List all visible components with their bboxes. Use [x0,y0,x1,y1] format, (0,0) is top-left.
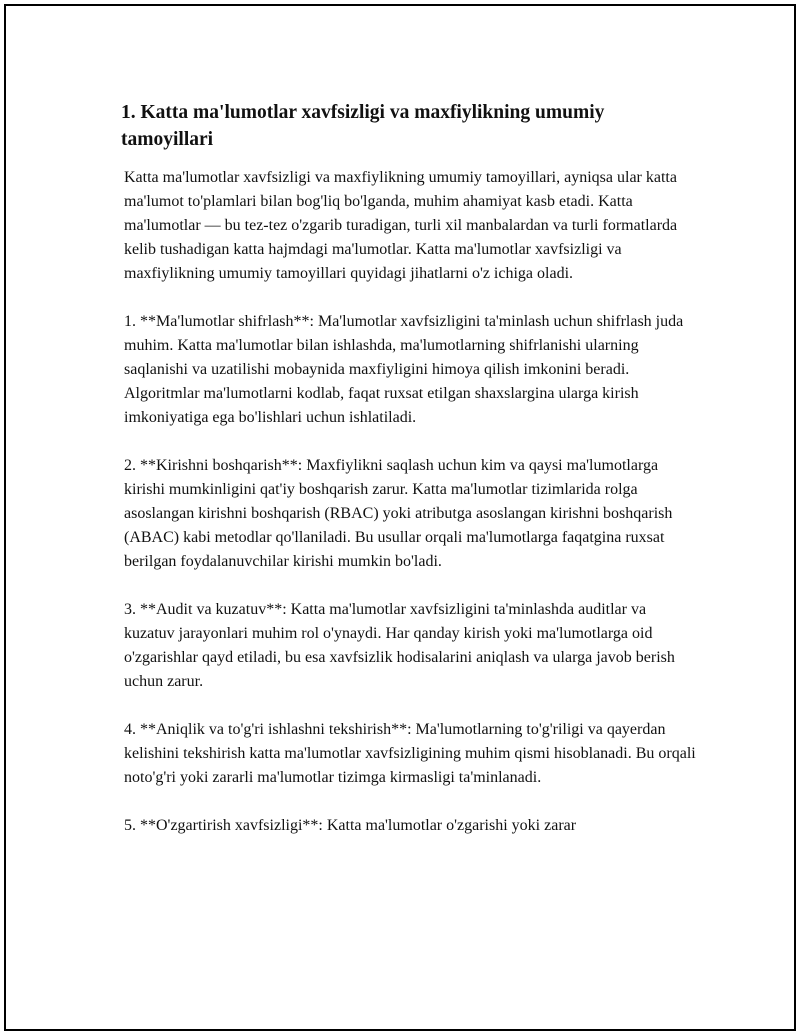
paragraph-integrity: 4. **Aniqlik va to'g'ri ishlashni tekshirish**: Ma'lumotlarning to'g'riligi va qayerdan kelishini tekshirish katta ma'lumotlar xavfsizligining muhim qismi hisoblanadi. Bu orqali noto'g'ri yoki zararli ma'lumotlar tizimga kirmasligi ta'minlanadi. [124,721,696,786]
paragraph-access-control: 2. **Kirishni boshqarish**: Maxfiylikni saqlash uchun kim va qaysi ma'lumotlarga kirishi mumkinligini qat'iy boshqarish zarur. Katta ma'lumotlar tizimlarida rolga asoslangan kirishni boshqarish (RBAC) yoki atributga asoslangan kirishni boshqarish (ABAC) kabi metodlar qo'llaniladi. Bu usullar orqali ma'lumotlarga faqatgina ruxsat berilgan foydalanuvchilar kirishi mumkin bo'ladi. [124,457,673,570]
document-body [119,99,699,838]
page-frame [4,4,796,1031]
paragraph-intro: Katta ma'lumotlar xavfsizligi va maxfiylikning umumiy tamoyillari, ayniqsa ular katta ma'lumot to'plamlari bilan bog'liq bo'lganda, muhim ahamiyat kasb etadi. Katta ma'lumotlar — bu tez-tez o'zgarib turadigan, turli xil manbalardan va turli formatlarda kelib tushadigan katta hajmdagi ma'lumotlar. Katta ma'lumotlar xavfsizligi va maxfiylikning umumiy tamoyillari quyidagi jihatlarni o'z ichiga oladi. [124,169,678,282]
paragraph-encryption: 1. **Ma'lumotlar shifrlash**: Ma'lumotlar xavfsizligini ta'minlash uchun shifrlash juda muhim. Katta ma'lumotlar bilan ishlashda, ma'lumotlarning shifrlanishi ularning saqlanishi va uzatilishi mobaynida maxfiyligini himoya qilish imkonini beradi. Algoritmlar ma'lumotlarni kodlab, faqat ruxsat etilgan shaxslargina ularga kirish imkoniyatiga ega bo'lishlari uchun ishlatiladi. [124,313,684,426]
paragraph-audit: 3. **Audit va kuzatuv**: Katta ma'lumotlar xavfsizligini ta'minlashda auditlar va kuzatuv jarayonlari muhim rol o'ynaydi. Har qanday kirish yoki ma'lumotlarga oid o'zgarishlar qayd etiladi, bu esa xavfsizlik hodisalarini aniqlash va ularga javob berish uchun zarur. [124,601,675,690]
paragraph-modification-security: 5. **O'zgartirish xavfsizligi**: Katta ma'lumotlar o'zgarishi yoki zarar [124,817,577,834]
document-title: 1. Katta ma'lumotlar xavfsizligi va maxfiylikning umumiy tamoyillari [121,102,605,150]
